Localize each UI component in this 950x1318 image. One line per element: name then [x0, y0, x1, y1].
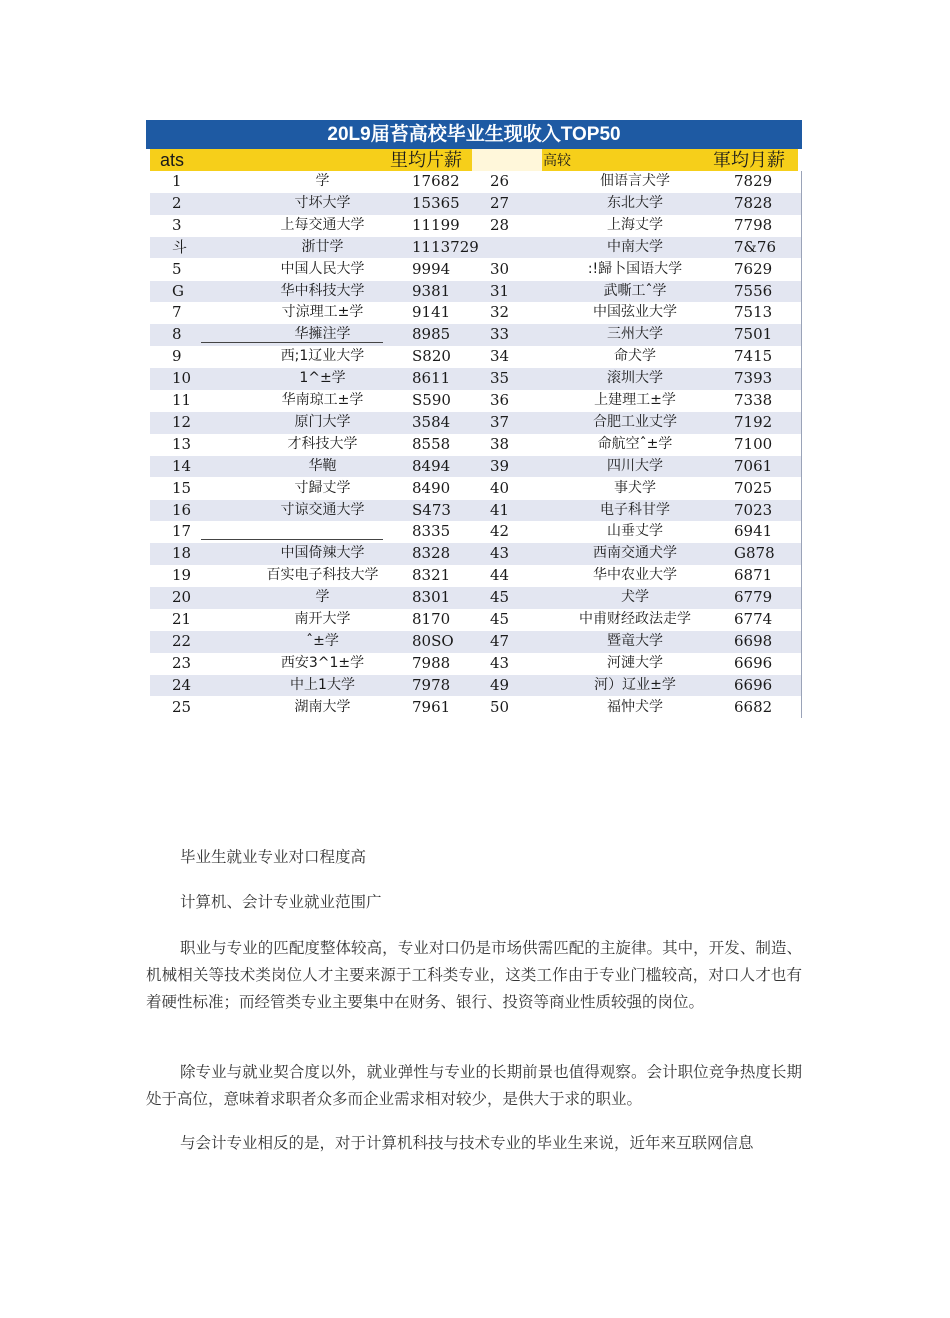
table-row [150, 302, 802, 324]
salary-left: 7988 [412, 653, 451, 672]
rank-left: 14 [172, 456, 192, 475]
rank-left: 24 [172, 675, 192, 694]
table-row [150, 171, 802, 193]
rank-left: 斗 [172, 237, 188, 256]
school-right: 命犬学 [614, 348, 656, 365]
rank-left: 8 [172, 325, 182, 344]
rank-right: 40 [490, 478, 510, 497]
rank-left: 17 [172, 522, 192, 541]
paragraph-3 [146, 1130, 802, 1157]
table-row [150, 565, 802, 587]
school-right: 上海丈学 [607, 216, 663, 233]
table-row [150, 653, 802, 675]
table-row [150, 237, 802, 259]
salary-left: 8321 [412, 566, 451, 585]
salary-right: 7629 [734, 259, 773, 278]
rank-right: 30 [490, 259, 510, 278]
table-row [150, 478, 802, 500]
table-row [150, 368, 802, 390]
salary-left: 9381 [412, 281, 451, 300]
rank-left: 9 [172, 347, 182, 366]
salary-left: S590 [412, 391, 451, 409]
salary-left: 9141 [412, 303, 451, 322]
salary-left: 15365 [412, 193, 460, 212]
rank-right: 41 [490, 500, 510, 519]
rank-left: 7 [172, 303, 182, 322]
rank-right: 26 [490, 172, 510, 190]
rank-left: 16 [172, 500, 192, 519]
school-right: 华中农业大学 [593, 567, 677, 584]
section-heading-2: 计算机、会计专业就业范围广 [180, 893, 382, 911]
table-row [150, 675, 802, 697]
salary-left: 8490 [412, 478, 451, 497]
salary-right: 6779 [734, 588, 773, 607]
rank-right: 42 [490, 522, 510, 541]
table-title: 20L9届苔高校毕业生现收入TOP50 [146, 120, 802, 149]
salary-right: 7501 [734, 325, 773, 344]
school-right: :!歸卜国语大学 [587, 260, 683, 277]
salary-right: 7415 [734, 347, 773, 366]
salary-left: 8985 [412, 325, 451, 344]
school-right: 犬学 [621, 589, 649, 606]
school-right: 西南交通犬学 [593, 545, 677, 562]
rank-left: 18 [172, 544, 192, 563]
salary-left: 8301 [412, 588, 451, 607]
table-row [150, 281, 802, 303]
salary-left: 80SO [412, 631, 454, 650]
table-row [150, 412, 802, 434]
school-right: 山垂丈学 [607, 523, 663, 540]
table-row [150, 215, 802, 237]
table-row [150, 193, 802, 215]
salary-right: 7100 [734, 434, 773, 453]
underline-rule [201, 539, 383, 540]
salary-right: 7025 [734, 478, 773, 497]
salary-right: 7192 [734, 412, 773, 431]
paragraph-1 [146, 935, 802, 1016]
rank-right: 34 [490, 347, 510, 366]
school-right: 三州大学 [607, 326, 663, 343]
rank-right: 38 [490, 434, 510, 453]
school-left: 浙廿学 [301, 238, 344, 255]
school-left: 华擁注学 [294, 326, 351, 343]
salary-right: 6682 [734, 697, 773, 716]
rank-right: 47 [490, 631, 510, 650]
school-left: 寸谅交通大学 [280, 501, 365, 518]
table-edge [801, 171, 802, 718]
school-left: ˆ±学 [306, 632, 339, 649]
underline-rule [201, 342, 383, 343]
rank-left: 5 [172, 259, 182, 278]
header-rank: ats [160, 150, 185, 170]
salary-right: 7828 [734, 193, 773, 212]
school-left: 西安3^1±学 [280, 654, 365, 671]
salary-right: G878 [734, 544, 775, 563]
table-row [150, 543, 802, 565]
paragraph-text: 与会计专业相反的是，对于计算机科技与技术专业的毕业生来说，近年来互联网信息 [180, 1134, 754, 1152]
salary-right: 7023 [734, 500, 773, 519]
school-right: 中国弦业大学 [593, 304, 677, 321]
rank-left: 19 [172, 566, 192, 585]
rank-right: 37 [490, 412, 510, 431]
salary-left: 9994 [412, 259, 451, 278]
paragraph-2 [146, 1059, 802, 1113]
school-right: 电子科甘学 [600, 501, 670, 518]
school-right: 中甫财经政法走学 [579, 611, 691, 627]
school-left: 1^±学 [299, 370, 346, 387]
salary-right: 6941 [734, 522, 773, 541]
rank-left: 2 [172, 193, 182, 212]
rank-right: 31 [490, 281, 510, 300]
school-left: 上每交通大学 [280, 216, 365, 233]
school-left: 华南琼工±学 [281, 392, 364, 408]
table-row [150, 456, 802, 478]
table-row [150, 697, 802, 719]
school-right: 合肥工业丈学 [593, 413, 677, 430]
salary-right: 7393 [734, 369, 773, 388]
rank-left: 21 [172, 610, 192, 628]
rank-left: 23 [172, 653, 192, 672]
salary-right: 7513 [734, 303, 773, 322]
table-row [150, 587, 802, 609]
rank-left: 10 [172, 369, 192, 388]
salary-right: 7798 [734, 215, 773, 234]
rank-right: 43 [490, 544, 510, 563]
school-right: 河）辽业±学 [594, 676, 676, 693]
rank-left: 1 [172, 172, 182, 190]
school-left: 寸坏大学 [294, 194, 351, 211]
school-left: 西;1辽业大学 [280, 348, 365, 365]
salary-left: 8558 [412, 434, 451, 453]
paragraph-text: 除专业与就业契合度以外，就业弹性与专业的长期前景也值得观察。会计职位竞争热度长期处于高位，意味着求职者众多而企业需求相对较少，是供大于求的职业。 [146, 1063, 802, 1108]
school-left: 才科技大学 [287, 435, 358, 452]
table-row [150, 609, 802, 631]
salary-right: 7556 [734, 281, 773, 300]
school-right: 上建理工±学 [594, 392, 676, 408]
header-gap [472, 149, 542, 171]
school-left: 中国倚辣大学 [280, 545, 365, 562]
salary-left: 7978 [412, 675, 451, 694]
rank-right: 27 [490, 193, 510, 212]
table-row [150, 500, 802, 522]
salary-left: 1113729 [412, 237, 479, 256]
salary-left: 8494 [412, 456, 451, 475]
rank-right: 28 [490, 215, 510, 234]
school-left: 学 [315, 173, 330, 189]
school-right: 河漣大学 [607, 654, 663, 671]
school-right: 武嘶工ˆ学 [603, 282, 667, 299]
table-row [150, 346, 802, 368]
school-left: 湖南大学 [294, 698, 351, 715]
salary-left: 3584 [412, 412, 451, 431]
salary-right: 6698 [734, 631, 773, 650]
rank-right: 49 [490, 675, 510, 694]
section-heading-1: 毕业生就业专业对口程度高 [180, 848, 367, 866]
school-left: 中上1大学 [290, 676, 355, 693]
salary-left: 7961 [412, 697, 451, 716]
school-left: 华中科技大学 [280, 282, 365, 299]
salary-left: 8335 [412, 522, 451, 541]
salary-right: 6774 [734, 610, 773, 628]
rank-right: 45 [490, 588, 510, 607]
rank-right: 35 [490, 369, 510, 388]
salary-right: 7338 [734, 391, 773, 409]
header-right-pay: 軍均月薪 [713, 150, 785, 170]
school-left: 寸歸丈学 [294, 479, 351, 496]
rank-left: G [172, 281, 184, 300]
school-left: 南开大学 [294, 611, 351, 627]
school-left: 华鞄 [308, 457, 337, 474]
salary-right: 7061 [734, 456, 773, 475]
table-row [150, 631, 802, 653]
school-right: 滚圳大学 [607, 370, 663, 387]
rank-right: 39 [490, 456, 510, 475]
paragraph-text: 职业与专业的匹配度整体较高，专业对口仍是市场供需匹配的主旋律。其中，开发、制造、机械相关等技术类岗位人才主要来源于工科类专业，这类工作由于专业门槛较高，对口人才也有着硬性标准；而经管类专业主要集中在财务、银行、投资等商业性质较强的岗位。 [146, 939, 802, 1011]
school-left: 百实电子科技大学 [266, 567, 379, 584]
school-right: 佃语言犬学 [600, 173, 670, 189]
school-left: 寸涼理工±学 [281, 304, 364, 321]
rank-left: 20 [172, 588, 192, 607]
salary-right: 6696 [734, 653, 773, 672]
rank-right: 36 [490, 391, 510, 409]
rank-left: 3 [172, 215, 182, 234]
salary-right: 7829 [734, 172, 773, 190]
salary-table [146, 120, 802, 718]
school-right: 东北大学 [607, 194, 663, 211]
rank-right: 45 [490, 610, 510, 628]
header-left-pay: 里均片薪 [390, 150, 462, 170]
school-right: 福忡犬学 [607, 698, 663, 715]
table-row [150, 259, 802, 281]
school-right: 中南大学 [607, 238, 663, 255]
rank-left: 11 [172, 391, 192, 409]
rank-left: 25 [172, 697, 192, 716]
rank-left: 22 [172, 631, 192, 650]
rank-left: 12 [172, 412, 192, 431]
table-row [150, 390, 802, 412]
table-row [150, 434, 802, 456]
salary-left: 8328 [412, 544, 451, 563]
salary-right: 6696 [734, 675, 773, 694]
rank-left: 15 [172, 478, 192, 497]
salary-left: S820 [412, 347, 451, 366]
school-left: 学 [315, 589, 330, 606]
rank-right: 50 [490, 697, 510, 716]
school-right: 四川大学 [607, 457, 663, 474]
school-right: 暨竜大学 [607, 632, 663, 649]
salary-right: 7&76 [734, 237, 776, 256]
school-left: 中国人民大学 [280, 260, 365, 277]
rank-right: 43 [490, 653, 510, 672]
salary-left: 8170 [412, 610, 451, 628]
rank-right: 44 [490, 566, 510, 585]
salary-left: 11199 [412, 215, 460, 234]
school-right: 命航空ˆ±学 [597, 435, 673, 452]
salary-left: S473 [412, 500, 451, 519]
header-right-name: 高较 [543, 152, 571, 168]
rank-right: 32 [490, 303, 510, 322]
salary-right: 6871 [734, 566, 773, 585]
table-header [146, 149, 802, 171]
salary-left: 17682 [412, 172, 460, 190]
school-right: 事犬学 [614, 479, 656, 496]
rank-left: 13 [172, 434, 192, 453]
rank-right: 33 [490, 325, 510, 344]
school-left: 原门大学 [294, 413, 351, 430]
salary-left: 8611 [412, 369, 451, 388]
